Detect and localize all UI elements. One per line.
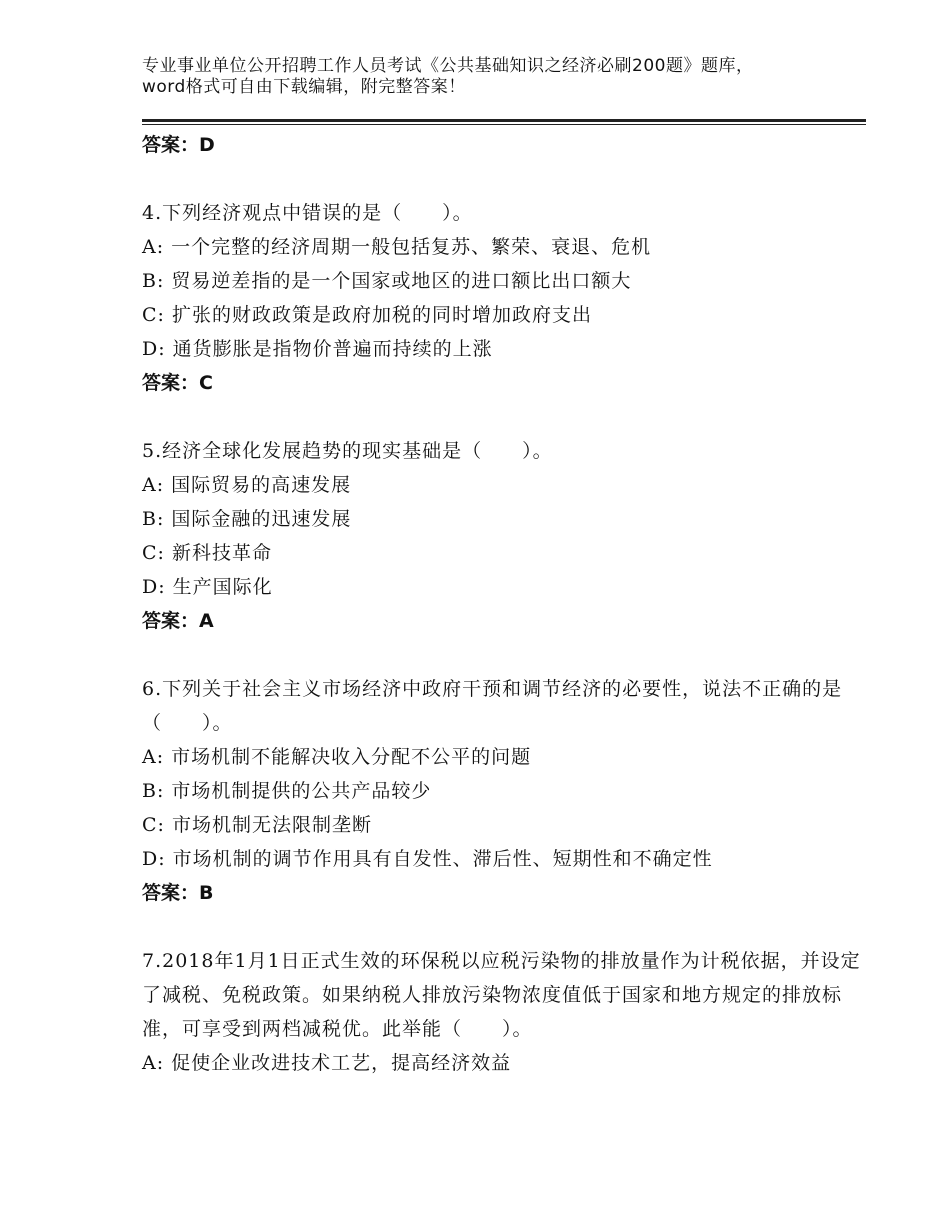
answer-line: 答案：A: [142, 610, 214, 632]
option-c: C: 市场机制无法限制垄断: [142, 814, 372, 836]
option-b: B: 贸易逆差指的是一个国家或地区的进口额比出口额大: [142, 270, 632, 292]
option-d: D: 市场机制的调节作用具有自发性、滞后性、短期性和不确定性: [142, 848, 713, 870]
option-a: A: 国际贸易的高速发展: [142, 474, 352, 496]
option-a: A: 促使企业改进技术工艺，提高经济效益: [142, 1052, 512, 1074]
option-a: A: 市场机制不能解决收入分配不公平的问题: [142, 746, 532, 768]
option-c: C: 扩张的财政政策是政府加税的同时增加政府支出: [142, 304, 592, 326]
question-6: [142, 672, 862, 910]
question-7: [142, 944, 862, 1080]
question-stem: 6.下列关于社会主义市场经济中政府干预和调节经济的必要性，说法不正确的是（ ）。: [142, 678, 843, 734]
option-d: D: 通货膨胀是指物价普遍而持续的上涨: [142, 338, 493, 360]
option-d: D: 生产国际化: [142, 576, 273, 598]
question-list: [142, 128, 862, 1080]
header-divider-thick: [142, 119, 866, 122]
option-b: B: 国际金融的迅速发展: [142, 508, 352, 530]
question-4: [142, 196, 862, 400]
answer-line: 答案：B: [142, 882, 214, 904]
answer-line: 答案：C: [142, 372, 213, 394]
answer-line-prev: 答案：D: [142, 134, 215, 156]
page-header: 专业事业单位公开招聘工作人员考试《公共基础知识之经济必刷200题》题库，word格式可自由下载编辑，附完整答案！: [142, 56, 754, 97]
question-stem: 5.经济全球化发展趋势的现实基础是（ ）。: [142, 440, 553, 462]
question-stem: 4.下列经济观点中错误的是（ ）。: [142, 202, 473, 224]
header-divider-thin: [142, 124, 866, 125]
question-5: [142, 434, 862, 638]
option-a: A: 一个完整的经济周期一般包括复苏、繁荣、衰退、危机: [142, 236, 652, 258]
option-b: B: 市场机制提供的公共产品较少: [142, 780, 432, 802]
option-c: C: 新科技革命: [142, 542, 272, 564]
question-stem: 7.2018年1月1日正式生效的环保税以应税污染物的排放量作为计税依据，并设定了减税、免税政策。如果纳税人排放污染物浓度值低于国家和地方规定的排放标准，可享受到两档减税优。此举能（ ）。: [142, 950, 861, 1040]
